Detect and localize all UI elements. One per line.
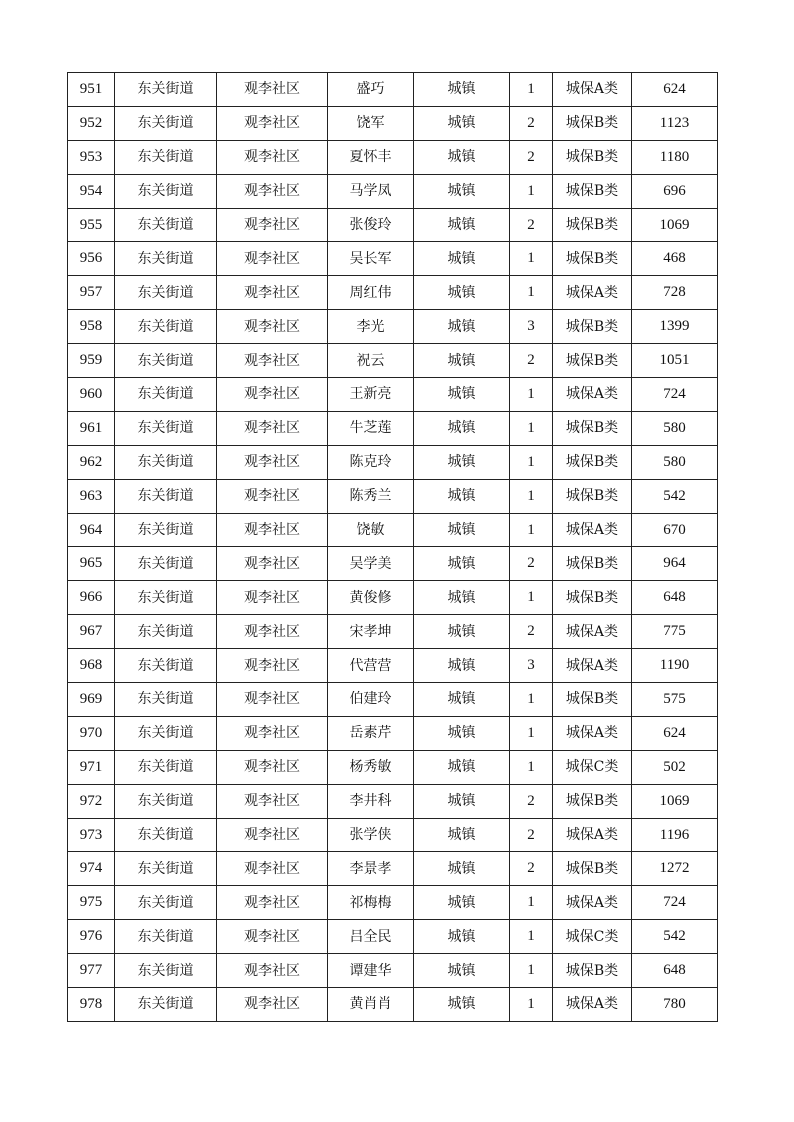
row-number-cell: 960 — [68, 378, 115, 412]
household-size-cell: 2 — [510, 818, 553, 852]
community-cell: 观李社区 — [217, 411, 328, 445]
subdistrict-cell: 东关街道 — [115, 242, 217, 276]
household-size-cell: 2 — [510, 344, 553, 378]
table-row — [68, 818, 718, 852]
household-size-cell: 1 — [510, 886, 553, 920]
amount-cell: 1069 — [632, 208, 718, 242]
assistance-category-cell: 城保C类 — [553, 920, 632, 954]
household-size-cell: 1 — [510, 513, 553, 547]
household-size-cell: 2 — [510, 106, 553, 140]
subdistrict-cell: 东关街道 — [115, 445, 217, 479]
assistance-category-cell: 城保A类 — [553, 649, 632, 683]
assistance-category-cell: 城保A类 — [553, 615, 632, 649]
community-cell: 观李社区 — [217, 988, 328, 1022]
residence-type-cell: 城镇 — [414, 344, 510, 378]
table-row — [68, 276, 718, 310]
assistance-category-cell: 城保B类 — [553, 581, 632, 615]
residence-type-cell: 城镇 — [414, 73, 510, 107]
name-cell: 张学侠 — [328, 818, 414, 852]
row-number-cell: 976 — [68, 920, 115, 954]
residence-type-cell: 城镇 — [414, 276, 510, 310]
subdistrict-cell: 东关街道 — [115, 581, 217, 615]
subdistrict-cell: 东关街道 — [115, 208, 217, 242]
name-cell: 陈秀兰 — [328, 479, 414, 513]
name-cell: 代营营 — [328, 649, 414, 683]
row-number-cell: 968 — [68, 649, 115, 683]
table-row — [68, 208, 718, 242]
assistance-category-cell: 城保B类 — [553, 242, 632, 276]
name-cell: 盛巧 — [328, 73, 414, 107]
household-size-cell: 2 — [510, 784, 553, 818]
residence-type-cell: 城镇 — [414, 208, 510, 242]
amount-cell: 502 — [632, 750, 718, 784]
table-row — [68, 852, 718, 886]
row-number-cell: 962 — [68, 445, 115, 479]
row-number-cell: 954 — [68, 174, 115, 208]
community-cell: 观李社区 — [217, 445, 328, 479]
household-size-cell: 1 — [510, 581, 553, 615]
amount-cell: 1180 — [632, 140, 718, 174]
amount-cell: 780 — [632, 988, 718, 1022]
amount-cell: 542 — [632, 479, 718, 513]
subdistrict-cell: 东关街道 — [115, 920, 217, 954]
table-row — [68, 310, 718, 344]
residence-type-cell: 城镇 — [414, 140, 510, 174]
name-cell: 岳素芹 — [328, 716, 414, 750]
assistance-category-cell: 城保B类 — [553, 547, 632, 581]
row-number-cell: 958 — [68, 310, 115, 344]
residence-type-cell: 城镇 — [414, 479, 510, 513]
table-row — [68, 716, 718, 750]
amount-cell: 648 — [632, 954, 718, 988]
household-size-cell: 2 — [510, 208, 553, 242]
table-row — [68, 479, 718, 513]
community-cell: 观李社区 — [217, 276, 328, 310]
subdistrict-cell: 东关街道 — [115, 276, 217, 310]
subdistrict-cell: 东关街道 — [115, 649, 217, 683]
community-cell: 观李社区 — [217, 208, 328, 242]
community-cell: 观李社区 — [217, 683, 328, 717]
household-size-cell: 1 — [510, 73, 553, 107]
assistance-category-cell: 城保A类 — [553, 716, 632, 750]
amount-cell: 696 — [632, 174, 718, 208]
name-cell: 祁梅梅 — [328, 886, 414, 920]
subdistrict-cell: 东关街道 — [115, 750, 217, 784]
amount-cell: 624 — [632, 716, 718, 750]
name-cell: 伯建玲 — [328, 683, 414, 717]
row-number-cell: 972 — [68, 784, 115, 818]
residence-type-cell: 城镇 — [414, 920, 510, 954]
subdistrict-cell: 东关街道 — [115, 174, 217, 208]
amount-cell: 670 — [632, 513, 718, 547]
amount-cell: 724 — [632, 378, 718, 412]
row-number-cell: 963 — [68, 479, 115, 513]
table-row — [68, 174, 718, 208]
row-number-cell: 974 — [68, 852, 115, 886]
table-row — [68, 242, 718, 276]
name-cell: 周红伟 — [328, 276, 414, 310]
amount-cell: 580 — [632, 411, 718, 445]
amount-cell: 648 — [632, 581, 718, 615]
name-cell: 吕全民 — [328, 920, 414, 954]
community-cell: 观李社区 — [217, 750, 328, 784]
row-number-cell: 971 — [68, 750, 115, 784]
household-size-cell: 1 — [510, 716, 553, 750]
household-size-cell: 1 — [510, 174, 553, 208]
residence-type-cell: 城镇 — [414, 818, 510, 852]
name-cell: 李光 — [328, 310, 414, 344]
community-cell: 观李社区 — [217, 174, 328, 208]
assistance-category-cell: 城保B类 — [553, 174, 632, 208]
row-number-cell: 953 — [68, 140, 115, 174]
amount-cell: 542 — [632, 920, 718, 954]
community-cell: 观李社区 — [217, 106, 328, 140]
household-size-cell: 1 — [510, 445, 553, 479]
community-cell: 观李社区 — [217, 886, 328, 920]
residence-type-cell: 城镇 — [414, 784, 510, 818]
residence-type-cell: 城镇 — [414, 716, 510, 750]
community-cell: 观李社区 — [217, 818, 328, 852]
name-cell: 吴学美 — [328, 547, 414, 581]
residence-type-cell: 城镇 — [414, 411, 510, 445]
row-number-cell: 969 — [68, 683, 115, 717]
row-number-cell: 967 — [68, 615, 115, 649]
community-cell: 观李社区 — [217, 852, 328, 886]
amount-cell: 775 — [632, 615, 718, 649]
subdistrict-cell: 东关街道 — [115, 683, 217, 717]
household-size-cell: 1 — [510, 954, 553, 988]
assistance-category-cell: 城保A类 — [553, 73, 632, 107]
subdistrict-cell: 东关街道 — [115, 140, 217, 174]
name-cell: 黄俊修 — [328, 581, 414, 615]
community-cell: 观李社区 — [217, 547, 328, 581]
community-cell: 观李社区 — [217, 581, 328, 615]
table-row — [68, 378, 718, 412]
name-cell: 王新亮 — [328, 378, 414, 412]
community-cell: 观李社区 — [217, 344, 328, 378]
assistance-category-cell: 城保A类 — [553, 513, 632, 547]
name-cell: 吴长军 — [328, 242, 414, 276]
subdistrict-cell: 东关街道 — [115, 411, 217, 445]
row-number-cell: 973 — [68, 818, 115, 852]
assistance-category-cell: 城保A类 — [553, 378, 632, 412]
name-cell: 祝云 — [328, 344, 414, 378]
residence-type-cell: 城镇 — [414, 106, 510, 140]
table-body — [68, 73, 718, 1022]
table-row — [68, 445, 718, 479]
community-cell: 观李社区 — [217, 378, 328, 412]
name-cell: 宋孝坤 — [328, 615, 414, 649]
table-row — [68, 683, 718, 717]
table-row — [68, 411, 718, 445]
community-cell: 观李社区 — [217, 615, 328, 649]
residence-type-cell: 城镇 — [414, 750, 510, 784]
assistance-category-cell: 城保B类 — [553, 852, 632, 886]
amount-cell: 624 — [632, 73, 718, 107]
assistance-category-cell: 城保A类 — [553, 276, 632, 310]
household-size-cell: 1 — [510, 920, 553, 954]
assistance-category-cell: 城保B类 — [553, 140, 632, 174]
residence-type-cell: 城镇 — [414, 445, 510, 479]
community-cell: 观李社区 — [217, 140, 328, 174]
amount-cell: 468 — [632, 242, 718, 276]
table-row — [68, 106, 718, 140]
name-cell: 牛芝莲 — [328, 411, 414, 445]
residence-type-cell: 城镇 — [414, 174, 510, 208]
subdistrict-cell: 东关街道 — [115, 106, 217, 140]
name-cell: 杨秀敏 — [328, 750, 414, 784]
name-cell: 陈克玲 — [328, 445, 414, 479]
community-cell: 观李社区 — [217, 73, 328, 107]
household-size-cell: 2 — [510, 547, 553, 581]
row-number-cell: 955 — [68, 208, 115, 242]
residence-type-cell: 城镇 — [414, 988, 510, 1022]
amount-cell: 1051 — [632, 344, 718, 378]
community-cell: 观李社区 — [217, 920, 328, 954]
assistance-category-cell: 城保A类 — [553, 988, 632, 1022]
table-row — [68, 886, 718, 920]
household-size-cell: 2 — [510, 140, 553, 174]
amount-cell: 580 — [632, 445, 718, 479]
table-row — [68, 344, 718, 378]
table-row — [68, 784, 718, 818]
assistance-category-cell: 城保B类 — [553, 344, 632, 378]
subdistrict-cell: 东关街道 — [115, 73, 217, 107]
table-row — [68, 988, 718, 1022]
assistance-category-cell: 城保B类 — [553, 411, 632, 445]
household-size-cell: 1 — [510, 479, 553, 513]
row-number-cell: 951 — [68, 73, 115, 107]
assistance-category-cell: 城保B类 — [553, 208, 632, 242]
amount-cell: 1123 — [632, 106, 718, 140]
row-number-cell: 959 — [68, 344, 115, 378]
assistance-category-cell: 城保B类 — [553, 310, 632, 344]
table-row — [68, 750, 718, 784]
table-row — [68, 513, 718, 547]
household-size-cell: 1 — [510, 378, 553, 412]
subdistrict-cell: 东关街道 — [115, 615, 217, 649]
amount-cell: 1196 — [632, 818, 718, 852]
table-row — [68, 140, 718, 174]
residence-type-cell: 城镇 — [414, 310, 510, 344]
community-cell: 观李社区 — [217, 954, 328, 988]
residence-type-cell: 城镇 — [414, 581, 510, 615]
amount-cell: 1190 — [632, 649, 718, 683]
name-cell: 谭建华 — [328, 954, 414, 988]
subdistrict-cell: 东关街道 — [115, 818, 217, 852]
assistance-category-cell: 城保B类 — [553, 479, 632, 513]
amount-cell: 724 — [632, 886, 718, 920]
name-cell: 饶军 — [328, 106, 414, 140]
assistance-category-cell: 城保B类 — [553, 106, 632, 140]
name-cell: 李景孝 — [328, 852, 414, 886]
amount-cell: 575 — [632, 683, 718, 717]
household-size-cell: 1 — [510, 683, 553, 717]
community-cell: 观李社区 — [217, 784, 328, 818]
table-row — [68, 547, 718, 581]
table-row — [68, 73, 718, 107]
residence-type-cell: 城镇 — [414, 649, 510, 683]
table-row — [68, 615, 718, 649]
row-number-cell: 956 — [68, 242, 115, 276]
amount-cell: 1272 — [632, 852, 718, 886]
subdistrict-cell: 东关街道 — [115, 378, 217, 412]
household-size-cell: 2 — [510, 852, 553, 886]
name-cell: 夏怀丰 — [328, 140, 414, 174]
subdistrict-cell: 东关街道 — [115, 513, 217, 547]
household-size-cell: 1 — [510, 411, 553, 445]
amount-cell: 1069 — [632, 784, 718, 818]
assistance-category-cell: 城保B类 — [553, 683, 632, 717]
subdistrict-cell: 东关街道 — [115, 988, 217, 1022]
amount-cell: 728 — [632, 276, 718, 310]
residence-type-cell: 城镇 — [414, 378, 510, 412]
community-cell: 观李社区 — [217, 310, 328, 344]
assistance-category-cell: 城保A类 — [553, 818, 632, 852]
community-cell: 观李社区 — [217, 649, 328, 683]
amount-cell: 964 — [632, 547, 718, 581]
table-row — [68, 954, 718, 988]
subdistrict-cell: 东关街道 — [115, 547, 217, 581]
row-number-cell: 957 — [68, 276, 115, 310]
residence-type-cell: 城镇 — [414, 513, 510, 547]
residence-type-cell: 城镇 — [414, 615, 510, 649]
residence-type-cell: 城镇 — [414, 886, 510, 920]
subdistrict-cell: 东关街道 — [115, 784, 217, 818]
table-row — [68, 581, 718, 615]
household-size-cell: 1 — [510, 988, 553, 1022]
subdistrict-cell: 东关街道 — [115, 479, 217, 513]
name-cell: 马学凤 — [328, 174, 414, 208]
assistance-category-cell: 城保A类 — [553, 886, 632, 920]
community-cell: 观李社区 — [217, 242, 328, 276]
assistance-category-cell: 城保B类 — [553, 954, 632, 988]
subdistrict-cell: 东关街道 — [115, 954, 217, 988]
row-number-cell: 966 — [68, 581, 115, 615]
table-row — [68, 649, 718, 683]
household-size-cell: 3 — [510, 310, 553, 344]
residence-type-cell: 城镇 — [414, 547, 510, 581]
residence-type-cell: 城镇 — [414, 683, 510, 717]
row-number-cell: 952 — [68, 106, 115, 140]
residence-type-cell: 城镇 — [414, 852, 510, 886]
subdistrict-cell: 东关街道 — [115, 344, 217, 378]
residence-type-cell: 城镇 — [414, 242, 510, 276]
residence-type-cell: 城镇 — [414, 954, 510, 988]
row-number-cell: 978 — [68, 988, 115, 1022]
household-size-cell: 1 — [510, 242, 553, 276]
name-cell: 张俊玲 — [328, 208, 414, 242]
community-cell: 观李社区 — [217, 716, 328, 750]
household-size-cell: 2 — [510, 615, 553, 649]
name-cell: 黄肖肖 — [328, 988, 414, 1022]
community-cell: 观李社区 — [217, 513, 328, 547]
subdistrict-cell: 东关街道 — [115, 852, 217, 886]
subdistrict-cell: 东关街道 — [115, 310, 217, 344]
subdistrict-cell: 东关街道 — [115, 886, 217, 920]
assistance-category-cell: 城保B类 — [553, 784, 632, 818]
row-number-cell: 970 — [68, 716, 115, 750]
household-size-cell: 1 — [510, 276, 553, 310]
row-number-cell: 977 — [68, 954, 115, 988]
name-cell: 饶敏 — [328, 513, 414, 547]
assistance-category-cell: 城保C类 — [553, 750, 632, 784]
assistance-category-cell: 城保B类 — [553, 445, 632, 479]
row-number-cell: 965 — [68, 547, 115, 581]
beneficiary-table — [67, 72, 718, 1022]
household-size-cell: 3 — [510, 649, 553, 683]
amount-cell: 1399 — [632, 310, 718, 344]
name-cell: 李井科 — [328, 784, 414, 818]
row-number-cell: 961 — [68, 411, 115, 445]
subdistrict-cell: 东关街道 — [115, 716, 217, 750]
row-number-cell: 964 — [68, 513, 115, 547]
community-cell: 观李社区 — [217, 479, 328, 513]
table-row — [68, 920, 718, 954]
household-size-cell: 1 — [510, 750, 553, 784]
row-number-cell: 975 — [68, 886, 115, 920]
